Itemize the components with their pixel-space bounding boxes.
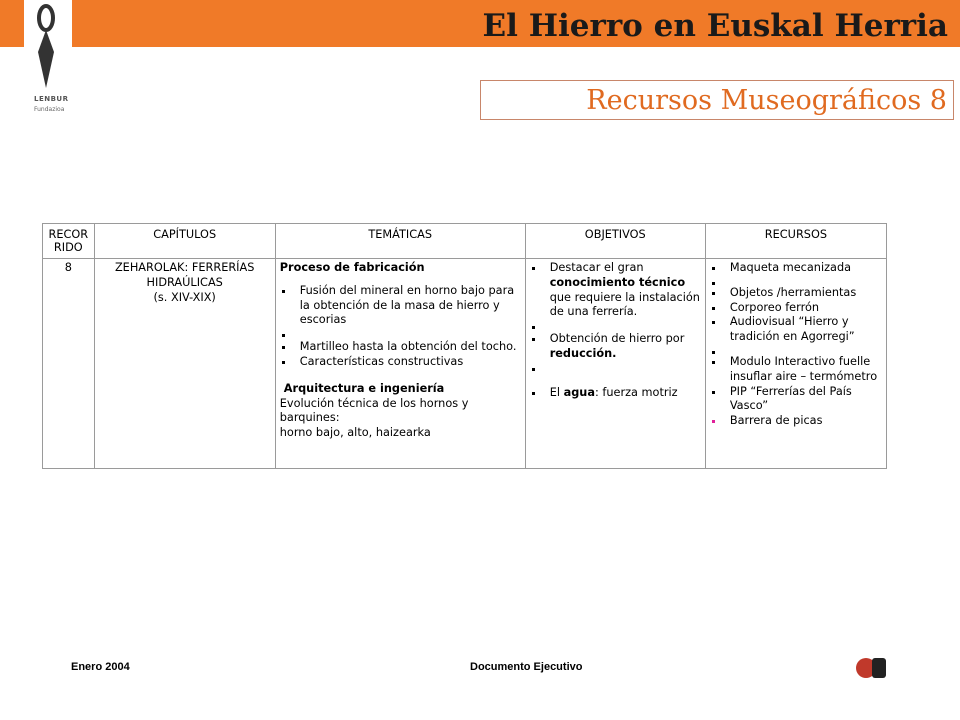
page-title: El Hierro en Euskal Herria [482, 8, 948, 44]
list-item: Maqueta mecanizada [710, 261, 882, 276]
capitulo-line: (s. XIV-XIX) [153, 290, 216, 304]
list-item: Obtención de hierro por reducción. [530, 332, 701, 362]
footer-doc: Documento Ejecutivo [470, 661, 583, 673]
list-item: Corporeo ferrón [710, 301, 882, 316]
logo-subtext: Fundazioa [34, 106, 65, 113]
cell-recursos [705, 259, 886, 469]
page-subtitle: Recursos Museográficos 8 [586, 85, 947, 116]
recursos-list [710, 261, 882, 429]
list-item: PIP “Ferrerías del País Vasco” [710, 385, 882, 415]
header-recorrido: RECOR RIDO [43, 224, 95, 259]
list-item: Barrera de picas [710, 414, 882, 429]
tematica-section-title: Arquitectura e ingeniería [283, 381, 445, 395]
objetivos-list [530, 261, 701, 401]
capitulo-line: ZEHAROLAK: FERRERÍAS [114, 261, 255, 274]
cell-capitulos [94, 259, 275, 469]
corner-logo-icon [855, 655, 887, 683]
tematica-text: horno bajo, alto, haizearka [279, 426, 431, 440]
list-item: Características constructivas [280, 355, 521, 370]
list-item: Destacar el gran conocimiento técnico que requiere la instalación de una ferrería. [530, 261, 701, 320]
table-row [43, 259, 887, 469]
list-item: El agua: fuerza motriz [530, 386, 701, 401]
tematica-list [280, 284, 521, 370]
cell-objetivos [525, 259, 705, 469]
tematica-section-title: Proceso de fabricación [279, 261, 425, 274]
table-header-row [43, 224, 887, 259]
capitulo-line: HIDRAÚLICAS [146, 275, 223, 289]
footer-date: Enero 2004 [71, 661, 130, 673]
museography-table [42, 223, 887, 469]
header-recursos: RECURSOS [705, 224, 886, 259]
cell-tematicas [275, 259, 525, 469]
list-item: Audiovisual “Hierro y tradición en Agorregi” [710, 315, 882, 345]
header-objetivos: OBJETIVOS [525, 224, 705, 259]
list-item: Modulo Interactivo fuelle insuflar aire – termómetro [710, 355, 882, 385]
subtitle-box [480, 80, 954, 120]
lenbur-logo [24, 0, 72, 47]
cell-recorrido: 8 [43, 259, 95, 469]
list-item: Objetos /herramientas [710, 286, 882, 301]
list-item: Martilleo hasta la obtención del tocho. [280, 340, 521, 355]
header-capitulos: CAPÍTULOS [94, 224, 275, 259]
list-item: Fusión del mineral en horno bajo para la obtención de la masa de hierro y escorias [280, 284, 521, 328]
header-tematicas: TEMÁTICAS [275, 224, 525, 259]
tematica-text: Evolución técnica de los hornos y barquines: [279, 396, 469, 425]
logo-text: LENBUR [34, 95, 69, 103]
